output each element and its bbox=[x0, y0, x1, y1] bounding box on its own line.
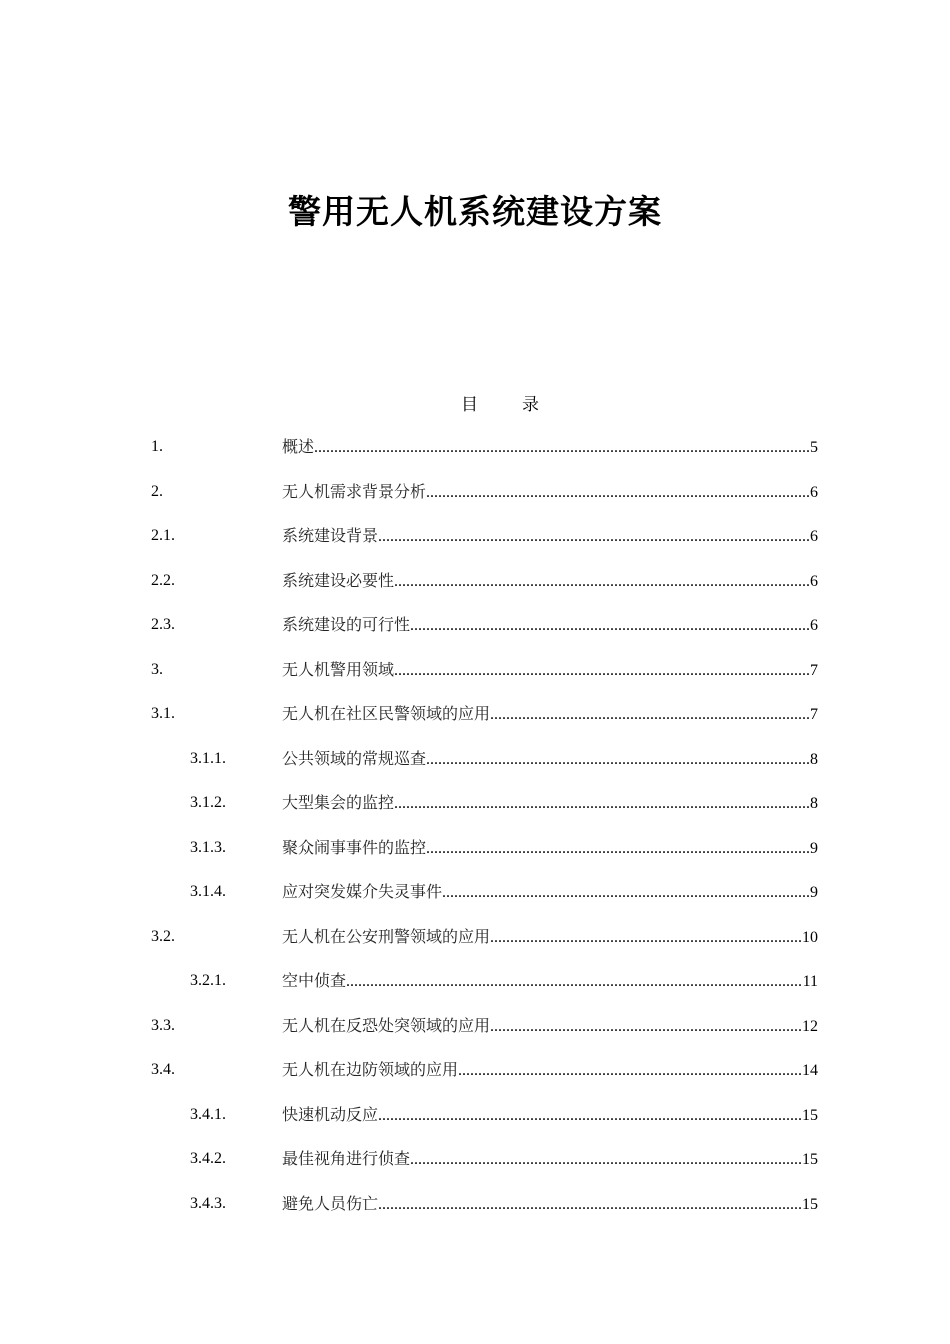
toc-entry-title: 系统建设的可行性 bbox=[282, 615, 411, 634]
toc-entry-title: 聚众闹事事件的监控 bbox=[282, 837, 427, 857]
toc-entry-page-number: 9 bbox=[810, 839, 818, 857]
toc-leader-dots bbox=[378, 1105, 802, 1127]
toc-entry[interactable] bbox=[0, 1104, 950, 1149]
toc-entry[interactable] bbox=[0, 881, 950, 926]
toc-entry-link[interactable] bbox=[282, 748, 818, 771]
toc-entry[interactable] bbox=[0, 481, 950, 526]
toc-leader-dots bbox=[410, 1149, 802, 1171]
document-title: 警用无人机系统建设方案 bbox=[288, 192, 662, 232]
toc-entry-page-number: 6 bbox=[810, 483, 818, 501]
toc-entry-number: 3.1.1. bbox=[190, 749, 226, 767]
toc-entry-page-number: 6 bbox=[810, 572, 818, 590]
toc-entry-number: 3.2. bbox=[151, 927, 175, 945]
toc-entry-title: 无人机在反恐处突领域的应用 bbox=[282, 1015, 491, 1035]
toc-leader-dots bbox=[394, 660, 810, 682]
toc-entry-page-number: 8 bbox=[810, 750, 818, 768]
toc-leader-dots bbox=[410, 615, 810, 637]
toc-entry-page-number: 15 bbox=[802, 1195, 818, 1213]
toc-heading bbox=[0, 394, 950, 416]
toc-entry-number: 3.4.3. bbox=[190, 1194, 226, 1212]
toc-entry[interactable] bbox=[0, 970, 950, 1015]
toc-entry-number: 3.1. bbox=[151, 705, 175, 722]
toc-heading-right: 录 bbox=[522, 395, 539, 415]
toc-leader-dots bbox=[490, 704, 810, 726]
toc-entry[interactable] bbox=[0, 703, 950, 748]
toc-entry[interactable] bbox=[0, 525, 950, 570]
toc-entry[interactable] bbox=[0, 748, 950, 793]
toc-leader-dots bbox=[442, 882, 810, 904]
toc-entry-title: 空中侦查 bbox=[282, 971, 347, 990]
toc-entry-page-number: 7 bbox=[810, 661, 818, 679]
toc-entry-title: 无人机在边防领域的应用 bbox=[282, 1060, 459, 1079]
toc-entry-link[interactable] bbox=[282, 837, 818, 860]
toc-leader-dots bbox=[378, 1194, 802, 1216]
toc-entry-title: 无人机在公安刑警领域的应用 bbox=[282, 926, 491, 946]
toc-entry-page-number: 9 bbox=[810, 884, 818, 901]
toc-entry-title: 避免人员伤亡 bbox=[282, 1193, 379, 1213]
toc-entry-page-number: 14 bbox=[802, 1062, 818, 1079]
toc-entry[interactable] bbox=[0, 436, 950, 481]
toc-entry-number: 2.3. bbox=[151, 616, 175, 633]
toc-entry-title: 应对突发媒介失灵事件 bbox=[282, 882, 443, 901]
toc-entry[interactable] bbox=[0, 1015, 950, 1060]
toc-entry-link[interactable] bbox=[282, 481, 818, 504]
toc-entry-page-number: 15 bbox=[802, 1151, 818, 1168]
toc-entry-link[interactable] bbox=[282, 525, 818, 548]
toc-entry[interactable] bbox=[0, 570, 950, 615]
toc-leader-dots bbox=[394, 571, 810, 593]
toc-entry-number: 3.2.1. bbox=[190, 972, 226, 989]
toc-entry-link[interactable] bbox=[282, 436, 818, 459]
toc-entry-link[interactable] bbox=[282, 1193, 818, 1216]
toc-entry-link[interactable] bbox=[282, 926, 818, 949]
toc-entry-page-number: 6 bbox=[810, 617, 818, 634]
toc-leader-dots bbox=[490, 1016, 802, 1038]
toc-entry-page-number: 10 bbox=[802, 928, 818, 946]
toc-entry[interactable] bbox=[0, 926, 950, 971]
toc-entry-number: 1. bbox=[151, 438, 163, 455]
toc-entry[interactable] bbox=[0, 792, 950, 837]
toc-entry-number: 3.1.2. bbox=[190, 794, 226, 811]
toc-entry-link[interactable] bbox=[282, 1104, 818, 1127]
toc-leader-dots bbox=[346, 971, 803, 993]
toc-leader-dots bbox=[378, 526, 810, 548]
toc-entry-number: 3.1.4. bbox=[190, 883, 226, 900]
toc-entry-title: 最佳视角进行侦查 bbox=[282, 1149, 411, 1168]
toc-entry-link[interactable] bbox=[282, 1148, 818, 1171]
toc-entry-title: 公共领域的常规巡查 bbox=[282, 748, 427, 768]
toc-leader-dots bbox=[426, 482, 810, 504]
toc-entry-title: 快速机动反应 bbox=[282, 1104, 379, 1124]
toc-entry-title: 无人机警用领域 bbox=[282, 659, 395, 679]
toc-entry-number: 2.1. bbox=[151, 527, 175, 544]
toc-entry-title: 系统建设必要性 bbox=[282, 570, 395, 590]
toc-entry-link[interactable] bbox=[282, 881, 818, 904]
toc-entry-title: 无人机需求背景分析 bbox=[282, 481, 427, 501]
toc-entry-page-number: 11 bbox=[802, 973, 818, 990]
toc-entry-number: 3.3. bbox=[151, 1016, 175, 1034]
toc-entry-link[interactable] bbox=[282, 1059, 818, 1082]
toc-entry-link[interactable] bbox=[282, 614, 818, 637]
toc-entry-number: 3. bbox=[151, 660, 163, 678]
toc-entry-number: 2. bbox=[151, 482, 163, 500]
toc-entry-number: 3.4.1. bbox=[190, 1105, 226, 1123]
toc-leader-dots bbox=[394, 793, 810, 815]
toc-entry-title: 系统建设背景 bbox=[282, 526, 379, 545]
toc-entry-page-number: 15 bbox=[802, 1106, 818, 1124]
toc-entry-link[interactable] bbox=[282, 792, 818, 815]
table-of-contents bbox=[0, 436, 950, 1237]
toc-leader-dots bbox=[490, 927, 802, 949]
toc-entry-page-number: 12 bbox=[802, 1017, 818, 1035]
toc-entry-title: 大型集会的监控 bbox=[282, 793, 395, 812]
toc-entry[interactable] bbox=[0, 1059, 950, 1104]
toc-entry-page-number: 6 bbox=[810, 528, 818, 545]
toc-entry-number: 2.2. bbox=[151, 571, 175, 589]
toc-heading-left: 目 bbox=[461, 395, 478, 415]
toc-entry[interactable] bbox=[0, 614, 950, 659]
toc-entry-link[interactable] bbox=[282, 970, 818, 993]
toc-entry[interactable] bbox=[0, 659, 950, 704]
toc-leader-dots bbox=[426, 838, 810, 860]
toc-entry-number: 3.4.2. bbox=[190, 1150, 226, 1167]
toc-entry-link[interactable] bbox=[282, 1015, 818, 1038]
toc-leader-dots bbox=[426, 749, 810, 771]
toc-entry-number: 3.1.3. bbox=[190, 838, 226, 856]
toc-entry-link[interactable] bbox=[282, 570, 818, 593]
toc-leader-dots bbox=[314, 437, 810, 459]
toc-entry-page-number: 7 bbox=[810, 706, 818, 723]
toc-entry-page-number: 8 bbox=[810, 795, 818, 812]
toc-entry[interactable] bbox=[0, 1193, 950, 1238]
toc-entry-link[interactable] bbox=[282, 659, 818, 682]
toc-entry[interactable] bbox=[0, 1148, 950, 1193]
toc-entry-title: 无人机在社区民警领域的应用 bbox=[282, 704, 491, 723]
toc-entry-title: 概述 bbox=[282, 437, 315, 456]
toc-leader-dots bbox=[458, 1060, 802, 1082]
toc-entry-number: 3.4. bbox=[151, 1061, 175, 1078]
toc-entry-page-number: 5 bbox=[810, 439, 818, 456]
toc-entry[interactable] bbox=[0, 837, 950, 882]
toc-entry-link[interactable] bbox=[282, 703, 818, 726]
